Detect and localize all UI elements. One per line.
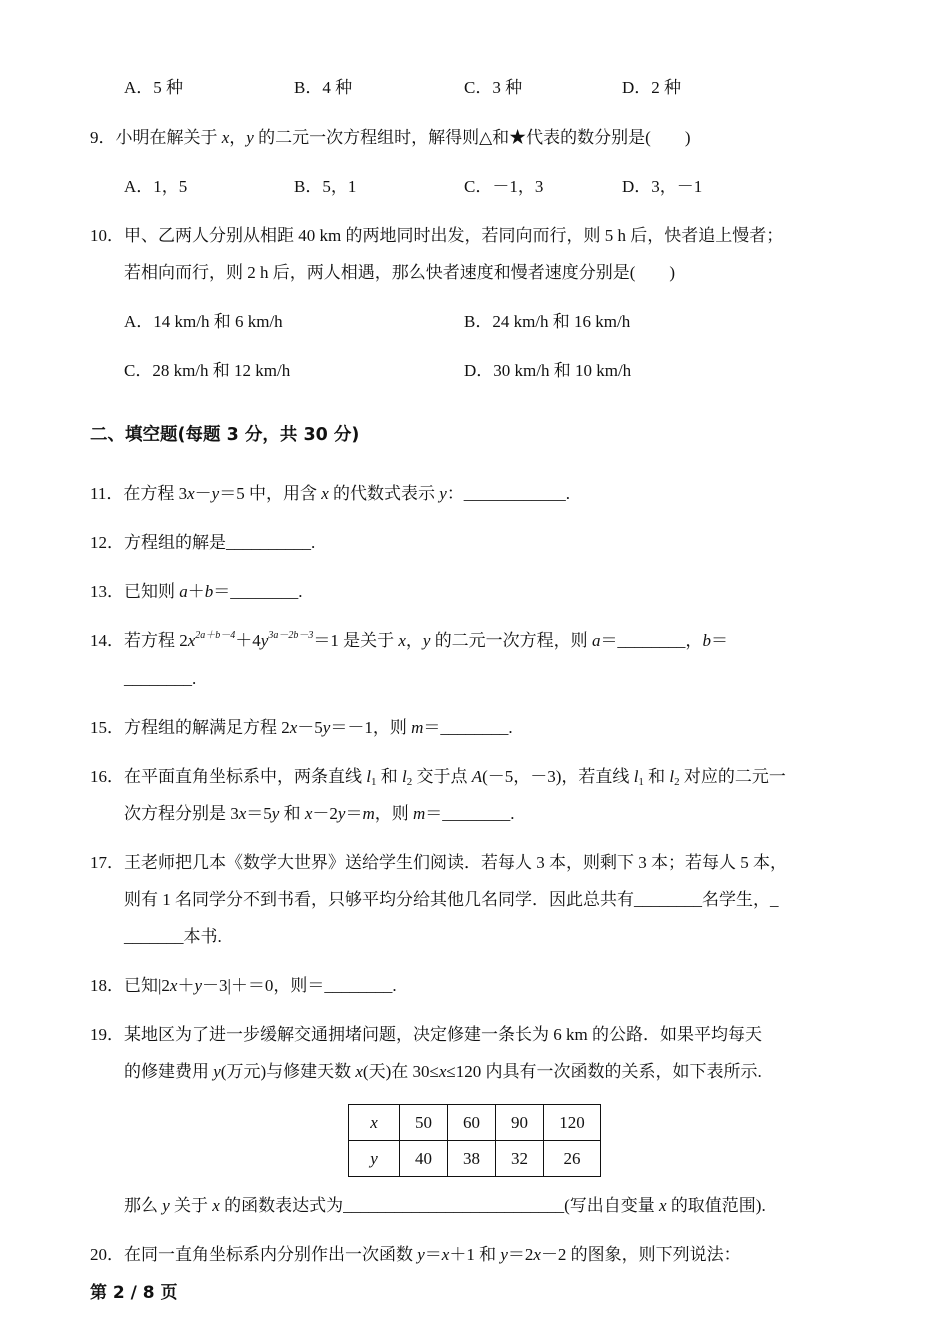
table-cell: 38 (448, 1141, 496, 1177)
q10-option-b: B．24 km/h 和 16 km/h (464, 312, 631, 331)
table-row-y (349, 1141, 601, 1177)
q14-stem: 14．若方程 $2x^{2a+b-4}+4y^{3a-2b-3}=1$ 是关于 x，y 的二元一次方程，则 a＝________，b＝ (90, 630, 728, 650)
q9-stem: 9．小明在解关于 x，y 的二元一次方程组时，解得则△和★代表的数分别是( ) (90, 128, 691, 147)
q10-option-a: A．14 km/h 和 6 km/h (124, 312, 283, 331)
q16-stem-line2: 次方程分别是 3x＝5y 和 x－2y＝m，则 m＝________. (124, 804, 515, 823)
table-cell: 50 (400, 1105, 448, 1141)
q18-stem: 18．已知|2x＋y－3|＋＝0，则＝________. (90, 976, 397, 995)
q9-option-a: A．1，5 (124, 177, 188, 196)
q8-option-a: A．5 种 (124, 78, 184, 97)
q10-number: 10． (90, 226, 124, 245)
q13-stem: 13．已知则 a＋b＝________. (90, 582, 303, 601)
table-cell: 26 (544, 1141, 601, 1177)
section-heading: 二、填空题(每题 3 分，共 30 分) (90, 425, 360, 445)
table-cell: 32 (496, 1141, 544, 1177)
q8-option-c: C．3 种 (464, 78, 523, 97)
q8-option-b: B．4 种 (294, 78, 353, 97)
q9-number: 9． (90, 128, 116, 147)
table-cell: 120 (544, 1105, 601, 1141)
q10-stem-line1: 10．甲、乙两人分别从相距 40 km 的两地同时出发，若同向而行，则 5 h 后，快者追上慢者； (90, 226, 784, 245)
q8-option-d: D．2 种 (622, 78, 682, 97)
q19-stem-line3: 那么 y 关于 x 的函数表达式为__________________________(写出自变量 x 的取值范围). (124, 1196, 766, 1215)
q15-stem: 15．方程组的解满足方程 2x－5y＝－1，则 m＝________. (90, 718, 513, 737)
table-cell: 40 (400, 1141, 448, 1177)
table-header-x: x (370, 1112, 378, 1132)
q10-stem-line2: 若相向而行，则 2 h 后，两人相遇，那么快者速度和慢者速度分别是( ) (124, 263, 676, 282)
page-number: 第 2 / 8 页 (90, 1283, 178, 1303)
q11-stem: 11．在方程 3x－y＝5 中，用含 x 的代数式表示 y：____________. (90, 484, 571, 503)
table-cell: 60 (448, 1105, 496, 1141)
q10-option-c: C．28 km/h 和 12 km/h (124, 361, 291, 380)
q10-option-d: D．30 km/h 和 10 km/h (464, 361, 632, 380)
table-row-x (349, 1105, 601, 1141)
q9-option-d: D．3，－1 (622, 177, 703, 196)
q9-option-c: C．－1，3 (464, 177, 544, 196)
function-table (348, 1104, 601, 1177)
q20-stem: 20．在同一直角坐标系内分别作出一次函数 y＝x＋1 和 y＝2x－2 的图象，则下列说法： (90, 1245, 741, 1264)
q16-stem-line1: 16．在平面直角坐标系中，两条直线 $l_1$ 和 $l_2$ 交于点 A(－5，－3)，若直线 $l_1$ 和 $l_2$ 对应的二元一 (90, 767, 786, 788)
table-cell: 90 (496, 1105, 544, 1141)
q19-stem-line1: 19．某地区为了进一步缓解交通拥堵问题，决定修建一条长为 6 km 的公路．如果平均每天 (90, 1025, 762, 1044)
q17-stem-line2: 则有 1 名同学分不到书看，只够平均分给其他几名同学．因此总共有________名学生，_ (124, 890, 779, 909)
q17-stem-line1: 17．王老师把几本《数学大世界》送给学生们阅读．若每人 3 本，则剩下 3 本；若每人 5 本， (90, 853, 787, 872)
q17-stem-line3: _______本书. (124, 927, 222, 946)
q9-option-b: B．5，1 (294, 177, 357, 196)
q19-stem-line2: 的修建费用 y(万元)与修建天数 x(天)在 30≤x≤120 内具有一次函数的关系，如下表所示. (124, 1062, 762, 1081)
q12-stem: 12．方程组的解是__________. (90, 533, 316, 552)
q14-blank: ________. (124, 669, 197, 688)
table-header-y: y (370, 1148, 378, 1168)
